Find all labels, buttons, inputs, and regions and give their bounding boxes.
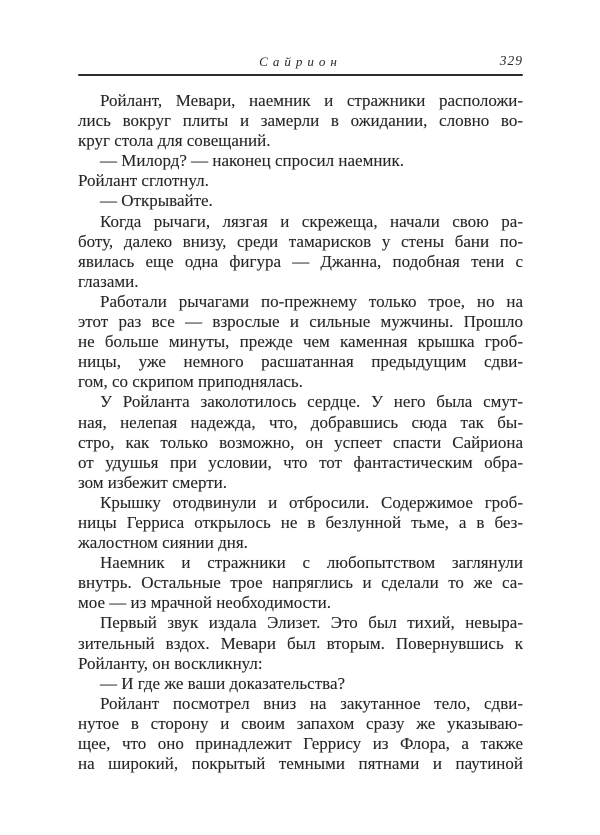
- paragraph: [78, 553, 523, 613]
- text-line: нутое в сторону и своим запахом сразу же указываю-: [78, 713, 523, 733]
- paragraph: [78, 613, 523, 673]
- paragraph: [78, 292, 523, 392]
- text-line: внутрь. Остальные трое напряглись и сделали то же са-: [78, 573, 523, 593]
- text-line: лись вокруг плиты и замерли в ожидании, словно во-: [78, 111, 523, 131]
- text-line: на широкий, покрытый темными пятнами и паутиной: [78, 754, 523, 774]
- text-line: Первый звук издала Элизет. Это был тихий, невыра-: [100, 613, 523, 633]
- page-header: [78, 54, 523, 72]
- text-line: жалостном сиянии дня.: [78, 533, 248, 553]
- paragraph: [78, 212, 523, 292]
- text-line: гом, со скрипом приподнялась.: [78, 372, 303, 392]
- text-line: этот раз все — взрослые и сильные мужчины. Прошло: [78, 312, 523, 332]
- text-line: ная, нелепая надежда, что, добравшись сюда так бы-: [78, 412, 523, 432]
- text-line: Ройлант, Мевари, наемник и стражники расположи-: [100, 91, 523, 110]
- text-line: зом избежит смерти.: [78, 472, 228, 492]
- paragraph: [78, 91, 523, 151]
- text-line: ницы, уже немного расшатанная предыдущим сдви-: [78, 352, 523, 372]
- text-line: не больше минуты, прежде чем каменная крышка гроб-: [78, 332, 523, 352]
- paragraph: [78, 674, 523, 694]
- text-line: круг стола для совещаний.: [78, 131, 271, 151]
- text-line: Ройлант посмотрел вниз на закутанное тело, сдви-: [100, 693, 523, 713]
- paragraph: [78, 493, 523, 553]
- text-line: Ройлант сглотнул.: [78, 171, 209, 191]
- text-line: — Милорд? — наконец спросил наемник.: [100, 151, 405, 171]
- text-line: — И где же ваши доказательства?: [100, 673, 346, 693]
- text-line: щее, что оно принадлежит Геррису из Флора, а также: [78, 734, 523, 753]
- text-line: явилась еще одна фигура — Джанна, подобная тени с: [78, 251, 523, 271]
- text-line: У Ройланта заколотилось сердце. У него была смут-: [100, 392, 523, 412]
- paragraph: [78, 392, 523, 492]
- text-line: Ройланту, он воскликнул:: [78, 653, 263, 673]
- text-line: мое — из мрачной необходимости.: [78, 593, 331, 613]
- text-line: Когда рычаги, лязгая и скрежеща, начали свою ра-: [100, 211, 523, 231]
- text-line: Наемник и стражники с любопытством заглянули: [100, 553, 523, 573]
- paragraph: [78, 151, 523, 171]
- text-line: — Открывайте.: [100, 191, 213, 211]
- paragraph: [78, 694, 523, 774]
- text-line: боту, далеко внизу, среди тамарисков у стены бани по-: [78, 231, 523, 251]
- text-line: от удушья при условии, что тот фантастическим обра-: [78, 452, 523, 472]
- paragraph: [78, 171, 523, 191]
- paragraph: [78, 191, 523, 211]
- text-line: Работали рычагами по-прежнему только трое, но на: [100, 291, 523, 311]
- text-line: Крышку отодвинули и отбросили. Содержимое гроб-: [100, 492, 523, 512]
- text-line: стро, как только возможно, он успеет спасти Сайриона: [78, 432, 523, 452]
- text-line: глазами.: [78, 271, 139, 291]
- page-body: [78, 91, 523, 774]
- running-title: Сайрион: [259, 54, 342, 69]
- page-number: 329: [499, 53, 523, 68]
- text-line: ницы Герриса открылось не в безлунной тьме, а в без-: [78, 512, 523, 532]
- header-rule: [78, 74, 523, 76]
- text-line: зительный вздох. Мевари был вторым. Повернувшись к: [78, 633, 523, 653]
